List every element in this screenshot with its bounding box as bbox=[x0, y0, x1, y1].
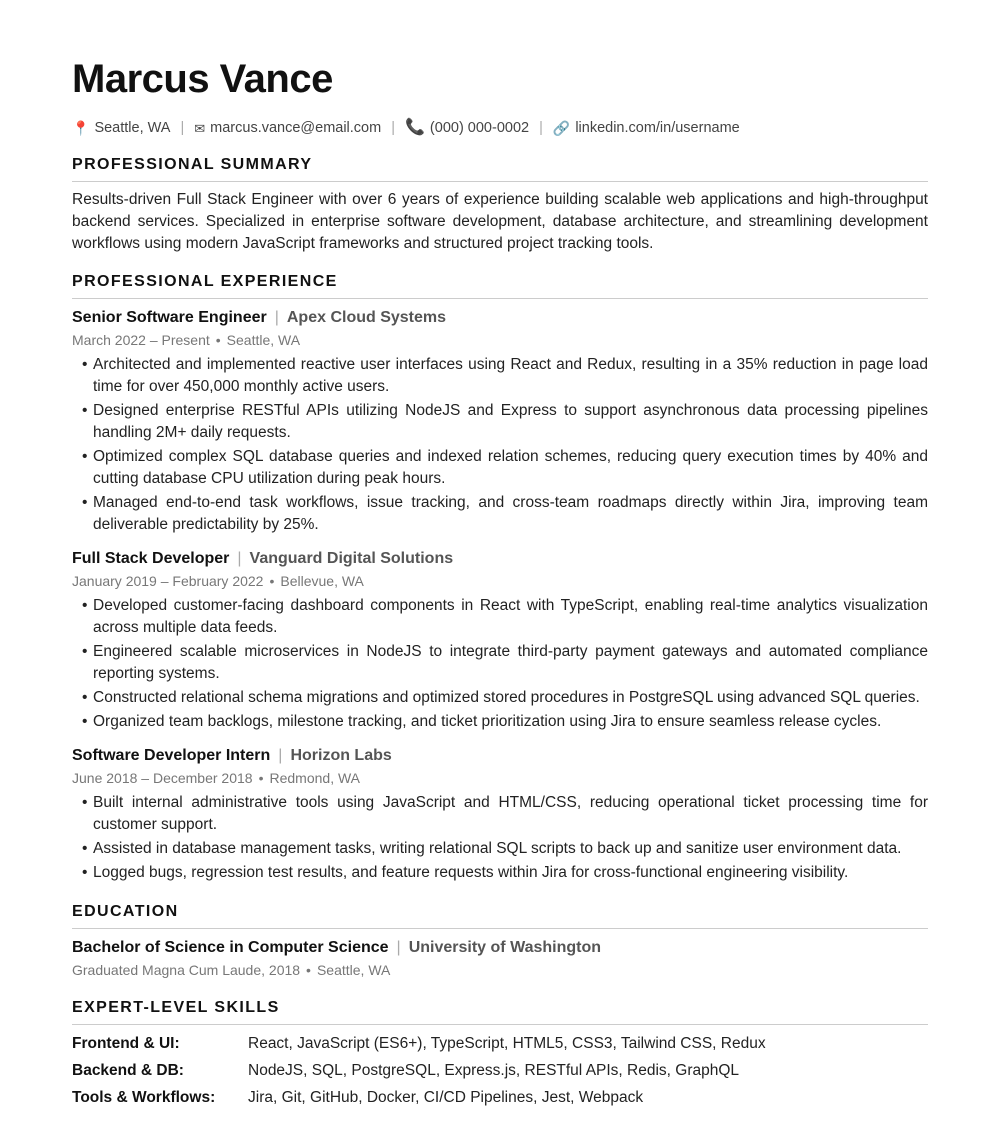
job-entry bbox=[72, 307, 928, 536]
bullet-dot: • bbox=[215, 332, 221, 348]
job-role: Senior Software Engineer bbox=[72, 309, 267, 326]
experience-section bbox=[72, 272, 928, 884]
skill-items: NodeJS, SQL, PostgreSQL, Express.js, RESTful APIs, Redis, GraphQL bbox=[248, 1062, 740, 1079]
job-separator: | bbox=[278, 747, 283, 764]
job-location: Redmond, WA bbox=[269, 770, 360, 786]
contact-linkedin[interactable] bbox=[553, 120, 740, 136]
bullet-item: • Constructed relational schema migrations and optimized stored procedures in PostgreSQL using advanced SQL queries. bbox=[82, 687, 928, 709]
bullet-item: • Developed customer-facing dashboard components in React with TypeScript, enabling real-time analytics visualization across multiple data feeds. bbox=[82, 595, 928, 639]
envelope-icon: ✉ bbox=[194, 120, 206, 136]
skill-category: Tools & Workflows: bbox=[72, 1089, 216, 1106]
bullet-item: • Designed enterprise RESTful APIs utilizing NodeJS and Express to support asynchronous data processing pipelines handling 2M+ daily requests. bbox=[82, 400, 928, 444]
phone-text[interactable]: (000) 000-0002 bbox=[429, 120, 530, 136]
education-detail: Graduated Magna Cum Laude, 2018 bbox=[72, 962, 301, 978]
job-header bbox=[72, 307, 928, 329]
education-location: Seattle, WA bbox=[316, 962, 391, 978]
job-entry bbox=[72, 745, 928, 884]
education-section bbox=[72, 902, 928, 980]
skill-items: React, JavaScript (ES6+), TypeScript, HTML5, CSS3, Tailwind CSS, Redux bbox=[248, 1035, 766, 1052]
job-dates: June 2018 – December 2018 bbox=[72, 770, 253, 786]
job-company: Horizon Labs bbox=[290, 747, 392, 764]
email-text[interactable]: marcus.vance@email.com bbox=[210, 120, 382, 136]
job-dates: March 2022 – Present bbox=[72, 332, 210, 348]
experience-heading: PROFESSIONAL EXPERIENCE bbox=[72, 272, 928, 299]
contact-email[interactable] bbox=[194, 120, 381, 136]
job-meta bbox=[72, 768, 928, 788]
bullet-dot: • bbox=[269, 573, 275, 589]
skills-section bbox=[72, 998, 928, 1109]
education-header bbox=[72, 937, 928, 959]
job-company: Vanguard Digital Solutions bbox=[249, 550, 454, 567]
bullet-item: • Organized team backlogs, milestone tracking, and ticket prioritization using Jira to ensure seamless release cycles. bbox=[82, 711, 928, 733]
job-location: Bellevue, WA bbox=[280, 573, 364, 589]
job-company: Apex Cloud Systems bbox=[286, 309, 447, 326]
job-bullets bbox=[72, 792, 928, 884]
job-meta bbox=[72, 330, 928, 350]
bullet-item: • Built internal administrative tools using JavaScript and HTML/CSS, reducing operational ticket processing time for customer support. bbox=[82, 792, 928, 836]
contact-separator: | bbox=[539, 120, 543, 136]
education-entry bbox=[72, 937, 928, 980]
skill-row bbox=[72, 1060, 928, 1082]
job-role: Software Developer Intern bbox=[72, 747, 271, 764]
contact-separator: | bbox=[180, 120, 185, 136]
job-header bbox=[72, 548, 928, 570]
job-meta bbox=[72, 571, 928, 591]
degree: Bachelor of Science in Computer Science bbox=[72, 939, 389, 956]
job-bullets bbox=[72, 354, 928, 536]
skill-row bbox=[72, 1033, 928, 1055]
school: University of Washington bbox=[408, 939, 602, 956]
bullet-item: • Architected and implemented reactive user interfaces using React and Redux, resulting in a 35% reduction in page load time for over 450,000 monthly active users. bbox=[82, 354, 928, 398]
skill-category: Backend & DB: bbox=[72, 1062, 184, 1079]
job-entry bbox=[72, 548, 928, 733]
contact-phone[interactable] bbox=[405, 120, 529, 136]
bullet-item: • Engineered scalable microservices in NodeJS to integrate third-party payment gateways and automated compliance reporting systems. bbox=[82, 641, 928, 685]
bullet-item: • Managed end-to-end task workflows, issue tracking, and cross-team roadmaps directly within Jira, improving team deliverable predictability by 25%. bbox=[82, 492, 928, 536]
job-location: Seattle, WA bbox=[226, 332, 301, 348]
linkedin-text[interactable]: linkedin.com/in/username bbox=[575, 120, 740, 136]
education-separator: | bbox=[396, 939, 401, 956]
job-role: Full Stack Developer bbox=[72, 550, 230, 567]
skill-items: Jira, Git, GitHub, Docker, CI/CD Pipelines, Jest, Webpack bbox=[248, 1089, 644, 1106]
education-meta bbox=[72, 960, 928, 980]
skills-heading: EXPERT-LEVEL SKILLS bbox=[72, 998, 928, 1025]
job-separator: | bbox=[274, 309, 279, 326]
bullet-item: • Logged bugs, regression test results, and feature requests within Jira for cross-functional engineering visibility. bbox=[82, 862, 928, 884]
summary-section bbox=[72, 155, 928, 255]
job-bullets bbox=[72, 595, 928, 733]
job-dates: January 2019 – February 2022 bbox=[72, 573, 264, 589]
skills-list bbox=[72, 1033, 928, 1109]
job-separator: | bbox=[237, 550, 242, 567]
skill-category: Frontend & UI: bbox=[72, 1035, 180, 1052]
bullet-dot: • bbox=[306, 962, 311, 978]
bullet-dot: • bbox=[258, 770, 264, 786]
summary-text: Results-driven Full Stack Engineer with over 6 years of experience building scalable web applications and high-throughput backend services. Specialized in enterprise software development, database architecture, and streamlining development workflows using modern JavaScript frameworks and structured project tracking tools. bbox=[72, 191, 928, 252]
job-header bbox=[72, 745, 928, 767]
bullet-item: • Assisted in database management tasks, writing relational SQL scripts to back up and sanitize user environment data. bbox=[82, 838, 928, 860]
link-icon: 🔗 bbox=[552, 120, 571, 136]
bullet-item: • Optimized complex SQL database queries and indexed relation schemes, reducing query execution times by 40% and cutting database CPU utilization during peak hours. bbox=[82, 446, 928, 490]
education-heading: EDUCATION bbox=[72, 902, 928, 929]
contact-location bbox=[72, 120, 170, 136]
candidate-name: Marcus Vance bbox=[72, 57, 333, 101]
pin-icon: 📍 bbox=[72, 120, 90, 136]
contact-line bbox=[72, 118, 928, 138]
location-text: Seattle, WA bbox=[94, 120, 171, 136]
skill-row bbox=[72, 1087, 928, 1109]
contact-separator: | bbox=[391, 120, 395, 136]
phone-icon: 📞 bbox=[405, 119, 425, 136]
summary-heading: PROFESSIONAL SUMMARY bbox=[72, 155, 928, 182]
